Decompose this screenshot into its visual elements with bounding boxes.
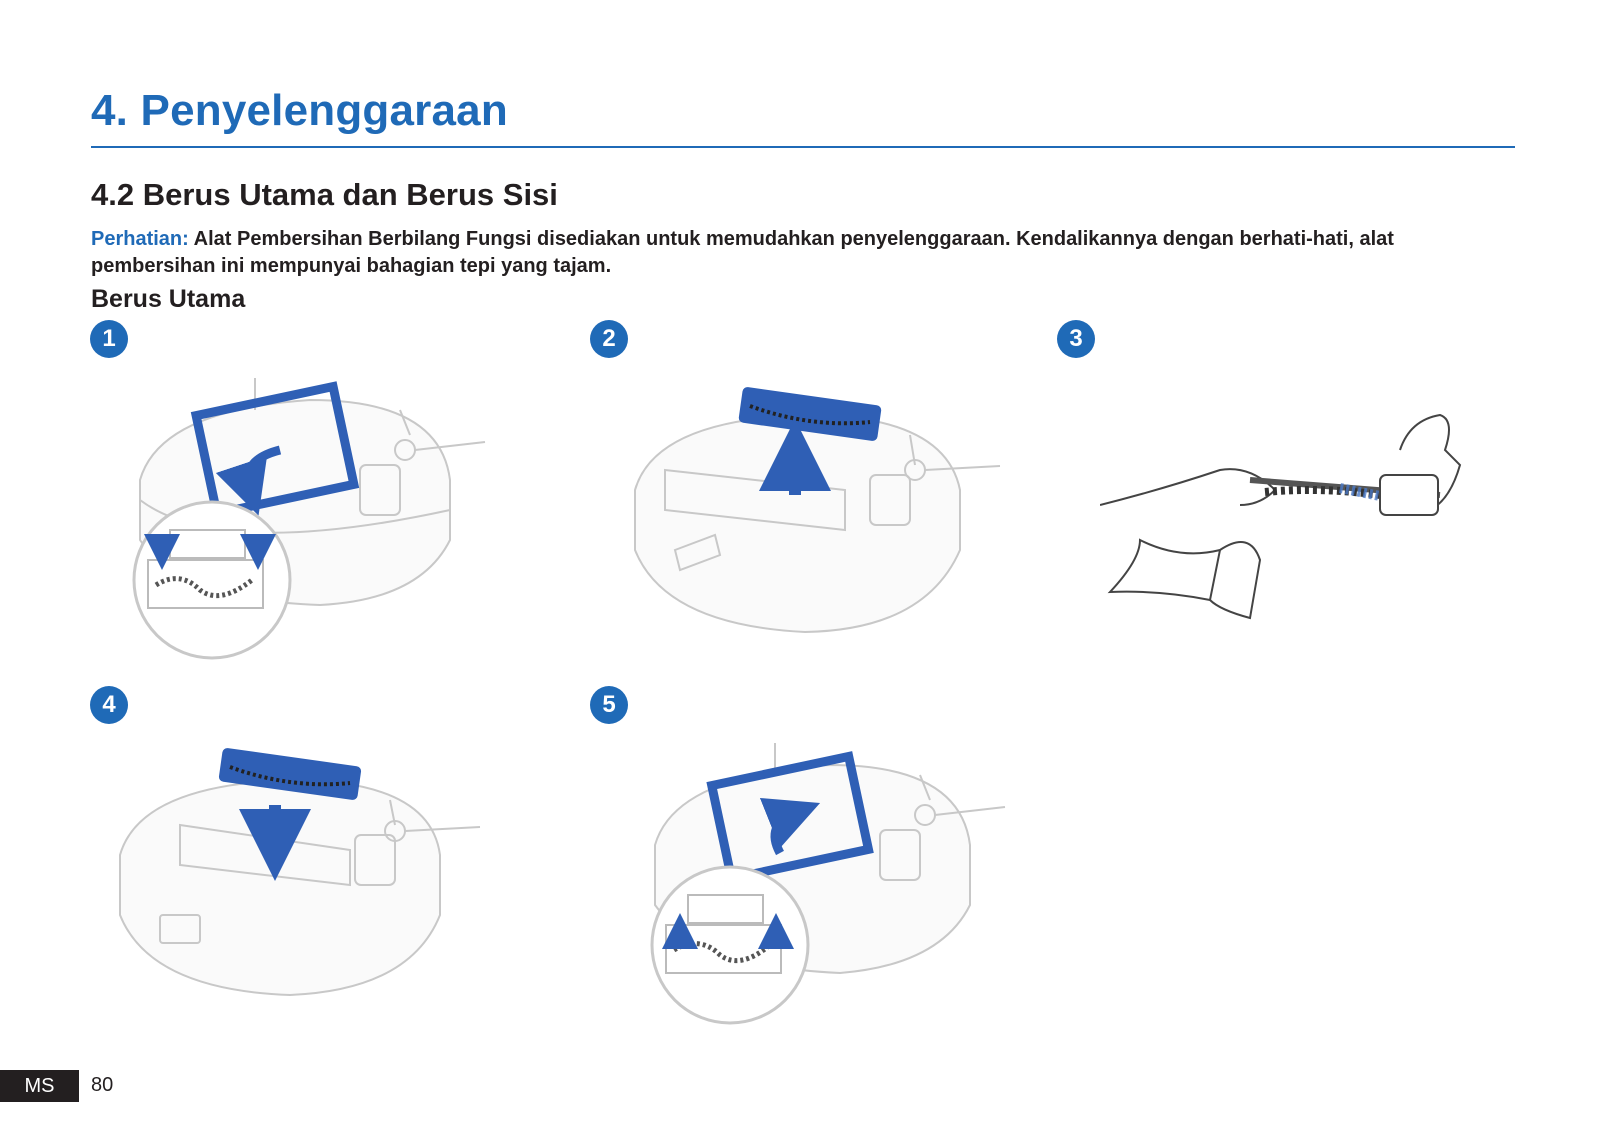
chapter-title: 4. Penyelenggaraan [91, 86, 508, 135]
step-badge-2: 2 [590, 320, 628, 358]
title-divider [91, 146, 1515, 148]
footer-language-tab: MS [0, 1070, 79, 1102]
step-5-illustration [640, 735, 1020, 1035]
step-2-illustration [625, 380, 1015, 650]
step-badge-1: 1 [90, 320, 128, 358]
step-badge-5: 5 [590, 686, 628, 724]
step-badge-4: 4 [90, 686, 128, 724]
subsection-title: Berus Utama [91, 285, 246, 313]
step-1-illustration [120, 370, 500, 670]
notice-text: Alat Pembersihan Berbilang Fungsi disediakan untuk memudahkan penyelenggaraan. Kendalikannya dengan berhati-hati, alat pembersihan ini mempunyai bahagian tepi yang tajam. [91, 228, 1394, 277]
footer-page-number: 80 [91, 1074, 114, 1096]
step-badge-3: 3 [1057, 320, 1095, 358]
section-title: 4.2 Berus Utama dan Berus Sisi [91, 177, 558, 212]
step-3-illustration [1100, 410, 1480, 630]
notice-paragraph [91, 226, 1511, 280]
notice-label: Perhatian: [91, 228, 189, 250]
step-4-illustration [110, 745, 490, 1005]
